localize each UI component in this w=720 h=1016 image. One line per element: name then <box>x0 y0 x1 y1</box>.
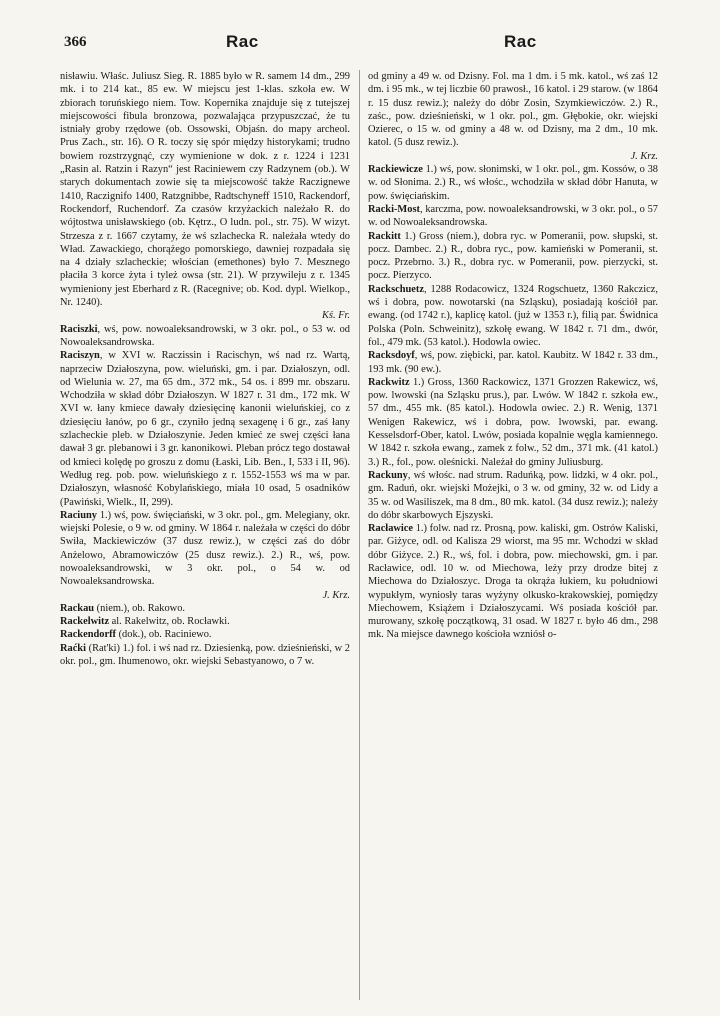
entry-text: , wś włośc. nad strum. Raduńką, pow. lidzki, w 4 okr. pol., gm. Raduń, okr. wiejski Możejki, o 3 w. od gminy, 32 w. od Lidy a 35 w. od Wasiliszek, ma 8 dm., 80 mk. katol. (34 dusz rewiz.); należy do dóbr skarbowych Ejszyski. <box>368 469 658 521</box>
dictionary-entry <box>368 163 658 203</box>
running-head-left: Rac <box>226 32 259 51</box>
entry-headword: Rackau <box>60 602 95 614</box>
dictionary-entry <box>368 283 658 349</box>
entry-headword: Rackitt <box>368 230 401 242</box>
entry-text: , w XVI w. Raczissin i Racischyn, wś nad rz. Wartą, naprzeciw Działoszyna, pow. wieluński, gm. i par. Działoszyn, odl. od Wielunia w. 27, ma 65 dm., 372 mk., 54 os. i 899 mr. obszaru. Wchodziła w skład dóbr Działoszyn. W 1827 r. 31 dm., 172 mk. W XVI w. łany kmiece dawały dziesięcinę kanonii wieluńskiej, co z dziesięciu łanów, po 6 gr., czyniło jedną sexagenę i 6 gr., zaś łany szlacheckie pleb. w Działoszynie. Jeden kmieć ze swej części łana dawał 3 gr. plebanowi i 3 gr. kanonikowi. Pleban prócz tego dostawał od kmieci kolędę po groszu z domu (Łaski, Lib. Ben., I, 533 i II, 96). Według reg. pob. pow. wieluńskiego z r. 1552-1553 wś ma w par. Działoszyn, własność Kobylańskiego, miała 10 osad, 5 osadników (Pawiński, Wielk., II, 299). <box>60 350 350 508</box>
entry-text: , karczma, pow. nowoaleksandrowski, w 3 okr. pol., o 57 w. od Nowoaleksandrowska. <box>368 203 658 229</box>
entry-headword: Rackwitz <box>368 376 410 388</box>
entry-text: , 1288 Rodacowicz, 1324 Rogschuetz, 1360 Rakczicz, wś i dobra, pow. nowotarski (na Szląsku), posiadają kościół par. ewang. (od 1742 r.), kaplicę katol. (już w 1353 r.), filią par. Świdnica Polska (Poln. Schweinitz), szkołę ewang. W 1842 r. 71 dm., dwór, fol., 479 mk. (53 katol.). Hodowla owiec. <box>368 283 658 348</box>
entry-text: (dok.), ob. Raciniewo. <box>116 629 212 641</box>
entry-text: (niem.), ob. Rakowo. <box>94 602 185 614</box>
dictionary-entry <box>60 628 350 641</box>
dictionary-entry <box>368 376 658 469</box>
dictionary-entry <box>368 203 658 230</box>
text-columns <box>60 70 658 1000</box>
dictionary-entry <box>60 509 350 589</box>
entry-headword: Raciszyn <box>60 350 100 362</box>
dictionary-entry <box>368 70 658 150</box>
column-divider <box>359 70 360 1000</box>
dictionary-entry <box>368 469 658 522</box>
right-column <box>368 70 658 1000</box>
dictionary-entry <box>60 323 350 350</box>
left-column <box>60 70 350 1000</box>
entry-headword: Raćki <box>60 642 86 654</box>
entry-text: nisławiu. Właśc. Juliusz Sieg. R. 1885 było w R. samem 14 dm., 299 mk. i to 214 kat., 85 ew. W miejscu jest 1-klas. szkoła ew. W zbiorach toruńskiego niem. Tow. Kopernika znajduje się z tutejszej miejscowości fibula bronzowa, pozwalająca przypuszczać, że tu istniały groby rzędowe (ob. Ossowski, Objaśn. do mapy archeol. Prus Zach., str. 16). O R. toczy się spór między historykami; trudno bowiem rozstrzygnąć, czy wymienione w dok. z r. 1224 i 1231 „Rasin al. Ratzin i Razyn“ jest Raciniewem czy Radzynem (ob.). W starych dokumentach zowie się ta miejscowość także Raczignewe 1410, Raczignifo 1400, Ratzgnibbe, Radtschyneff 1510, Rackendorf, Rockendorf, Ruchendorf. Za czasów krzyżackich należało R. do wójtostwa unisławskiego (ob. Kętrz., O ludn. pol., str. 75). W wizyt. Strzesza z r. 1667 czytamy, że wś szlachecka R. należała wtedy do Wład. Zawackiego, chorążego pomorskiego, dawniej rozpadała się na 4 działy szlacheckie; włościan (emethones) było 7. Mesznego płaciła 3 korce żyta i tyleż owsa (str. 21). W przywileju z r. 1345 wymieniony jest Eberhard z R. (Racegnive; ob. Kod. dypl. Wielkop., Nr. 1240). <box>60 71 350 309</box>
entry-text: 1.) folw. nad rz. Prosną, pow. kaliski, gm. Ostrów Kaliski, par. Giżyce, odl. od Kalisza 29 wiorst, ma 95 mr. Wchodzi w skład dóbr Giżyce. 2.) R., wś, fol. i dobra, pow. miechowski, gm. i par. Racławice, odl. 10 w. od Miechowa, leży przy drodze bitej z Miechowa do Działoszyc. Droga ta okrąża łukiem, ku południowi wypukłym, wyniosły taras wyżyny olkusko-krakowskiej, pomiędzy Miechowem, Książem i Działoszycami. Wś posiada kościół par. murowany, szkołę początkową, 31 osad. W 1827 r. było 46 dm., 298 mk. Na miejsce dawnego kościoła wzniósł o- <box>368 523 658 641</box>
entry-headword: Rackelwitz <box>60 616 110 628</box>
entry-text: 1.) Gross, 1360 Rackowicz, 1371 Grozzen Rakewicz, wś, pow. lwowski (na Szląsku prus.), par. Lwów. W 1842 r. szkoła ew., 57 dm., 455 mk. (85 katol.). Hodowla owiec. 2.) R. Wenig, 1371 Wenigen Rakewicz, wś i dobra, pow. lwowski, par. ewang. Kesselsdorf-Ober, katol. Lwów, posiada kopalnie węgla kamiennego. W 1842 r. szkoła ewang., zamek z folw., 52 dm., 371 mk. (41 katol.) 3.) R., fol., pow. oleśnicki. Należał do gminy Juliusburg. <box>368 376 658 468</box>
entry-text: 1.) wś, pow. słonimski, w 1 okr. pol., gm. Kossów, o 38 w. od Słonima. 2.) R., wś włośc., wchodziła w skład dóbr Hanuta, w pow. święciańskim. <box>368 164 658 202</box>
entry-text: 1.) Gross (niem.), dobra ryc. w Pomeranii, pow. słupski, st. pocz. Dambec. 2.) R., dobra ryc., pow. kamieński w Pomeranii, st. pocz. Przebrno. 3.) R., dobra ryc. w Pomeranii, pow. pierzycki, st. pocz. Pierzyco. <box>368 230 658 282</box>
entry-headword: Rackiewicze <box>368 164 423 176</box>
dictionary-entry <box>368 349 658 376</box>
running-head-right: Rac <box>504 32 537 51</box>
entry-text: (Rat'ki) 1.) fol. i wś nad rz. Dziesienką, pow. dzieśnieński, w 2 okr. pol., gm. Ihumenowo, okr. wiejski Sebastyanowo, o 7 w. <box>60 642 350 668</box>
dictionary-entry <box>60 615 350 628</box>
author-signature: Kś. Fr. <box>321 310 350 322</box>
entry-headword: Racławice <box>368 523 414 535</box>
dictionary-entry <box>60 602 350 615</box>
entry-headword: Rackuny <box>368 469 408 481</box>
author-signature: J. Krz. <box>322 589 350 601</box>
entry-headword: Rackendorff <box>60 629 116 641</box>
entry-text: 1.) wś, pow. święciański, w 3 okr. pol., gm. Melegiany, okr. wiejski Polesie, o 9 w. od gminy. W 1864 r. należała w części do dóbr Swiła, Mackiewiczów (37 dusz rewiz.), w części zaś do dóbr Anżelowo, Abramowiczów (25 dusz rewiz.). 2.) R., wś, pow. nowoaleksandrowski, w 3 okr. pol., o 54 w. od Nowoaleksandrowska. <box>60 509 350 588</box>
entry-headword: Raciszki <box>60 323 98 335</box>
entry-text: od gminy a 49 w. od Dzisny. Fol. ma 1 dm. i 5 mk. katol., wś zaś 12 dm. i 95 mk., w tej liczbie 60 prawosł., 16 katol. i 29 starow. (w 1864 r. 15 dusz rewiz.); należy do dóbr Zosin, Szymkiewiczów. 2.) R., zaśc., pow. dzieśnieński, w 1 okr. pol., gm. Głębokie, okr. wiejski Ozierec, o 15 w. od gminy a 48 w. od Dzisny, ma 2 dm., 10 mk. katol. (5 dusz rewiz.). <box>368 71 658 149</box>
dictionary-entry <box>60 70 350 309</box>
entry-text: , wś, pow. nowoaleksandrowski, w 3 okr. pol., o 53 w. od Nowoaleksandrowska. <box>60 323 350 348</box>
entry-headword: Raciuny <box>60 509 97 521</box>
entry-headword: Racki-Most <box>368 203 420 215</box>
page-number: 366 <box>64 34 87 50</box>
entry-headword: Rackschuetz <box>368 283 424 295</box>
dictionary-entry <box>368 230 658 283</box>
entry-headword: Racksdoyf <box>368 350 415 362</box>
dictionary-entry <box>60 349 350 509</box>
page-header <box>0 30 720 58</box>
author-signature: J. Krz. <box>630 150 658 162</box>
entry-text: , wś, pow. ziębicki, par. katol. Kaubitz. W 1842 r. 33 dm., 193 mk. (90 ew.). <box>368 350 658 375</box>
entry-text: al. Rakelwitz, ob. Rocławki. <box>109 616 230 628</box>
dictionary-entry <box>60 642 350 669</box>
dictionary-entry <box>368 522 658 642</box>
